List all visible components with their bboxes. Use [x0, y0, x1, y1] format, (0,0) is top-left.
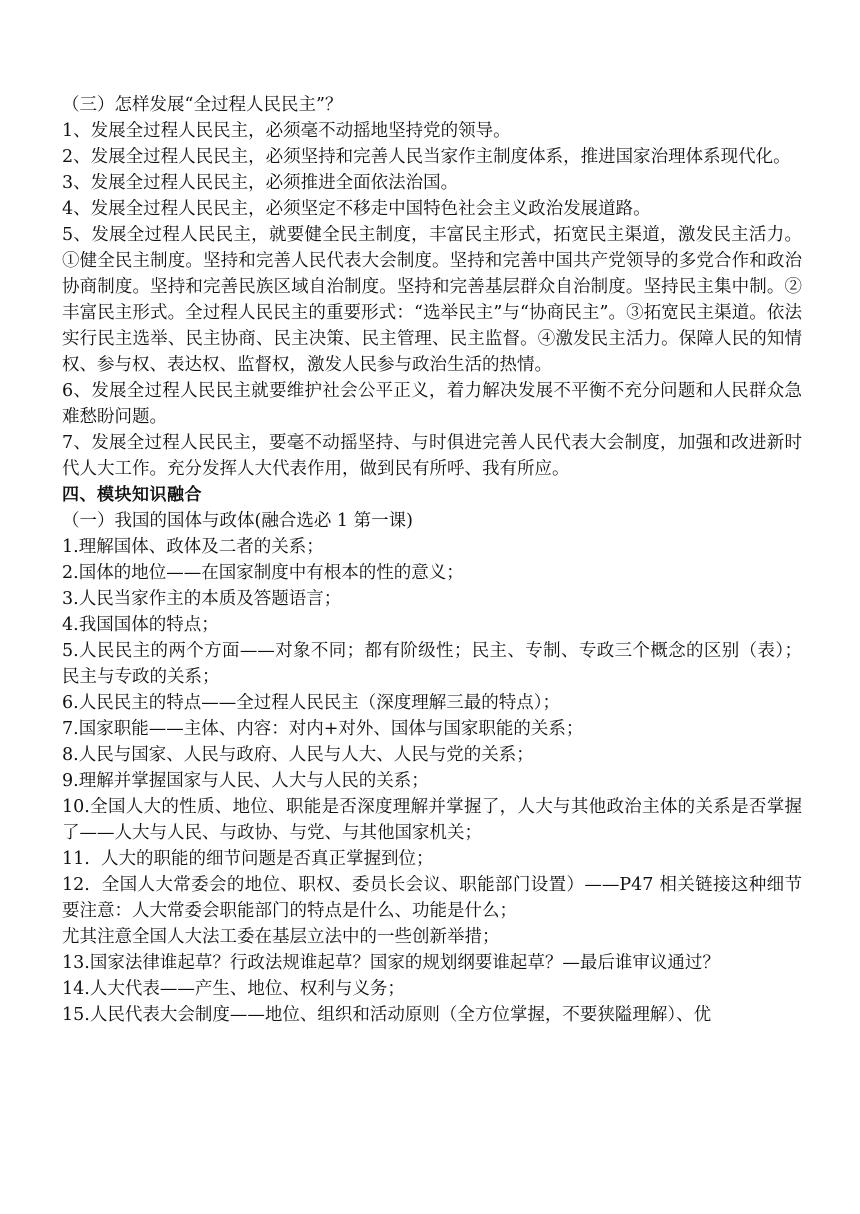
section4-item-11: 11. 人大的职能的细节问题是否真正掌握到位；: [62, 849, 434, 869]
section4-item-15: 15.人民代表大会制度——地位、组织和活动原则（全方位掌握，不要狭隘理解）、优: [62, 1005, 712, 1025]
section4-heading: 四、模块知识融合: [62, 485, 202, 505]
section3-item-7: 7、发展全过程人民民主，要毫不动摇坚持、与时俱进完善人民代表大会制度，加强和改进新时代人大工作。充分发挥人大代表作用，做到民有所呼、我有所应。: [62, 433, 802, 479]
section4-item-4: 4.我国国体的特点；: [62, 615, 219, 635]
section4-item-10: 10.全国人大的性质、地位、职能是否深度理解并掌握了，人大与其他政治主体的关系是否掌握了——人大与人民、与政协、与党、与其他国家机关；: [62, 797, 802, 843]
section4-item-12: 12. 全国人大常委会的地位、职权、委员长会议、职能部门设置）——P47 相关链接这种细节要注意：人大常委会职能部门的特点是什么、功能是什么；: [62, 875, 802, 921]
section4-item-1: 1.理解国体、政体及二者的关系；: [62, 537, 324, 557]
section4-item-8: 8.人民与国家、人民与政府、人民与人大、人民与党的关系；: [62, 745, 534, 765]
section4-subtitle: （一）我国的国体与政体(融合选必 1 第一课): [62, 511, 413, 531]
section3-item-5: 5、发展全过程人民民主，就要健全民主制度，丰富民主形式，拓宽民主渠道，激发民主活力。①健全民主制度。坚持和完善人民代表大会制度。坚持和完善中国共产党领导的多党合作和政治协商制度。坚持和完善民族区域自治制度。坚持和完善基层群众自治制度。坚持民主集中制。②丰富民主形式。全过程人民民主的重要形式：“选举民主”与“协商民主”。③拓宽民主渠道。依法实行民主选举、民主协商、民主决策、民主管理、民主监督。④激发民主活力。保障人民的知情权、参与权、表达权、监督权，激发人民参与政治生活的热情。: [62, 225, 802, 375]
section3-item-6: 6、发展全过程人民民主就要维护社会公平正义，着力解决发展不平衡不充分问题和人民群众急难愁盼问题。: [62, 381, 802, 427]
section4-item-2: 2.国体的地位——在国家制度中有根本的性的意义；: [62, 563, 464, 583]
section4-item-14: 14.人大代表——产生、地位、权利与义务；: [62, 979, 405, 999]
section4-item-13: 13.国家法律谁起草？行政法规谁起草？国家的规划纲要谁起草？—最后谁审议通过？: [62, 953, 720, 973]
section4-item-5: 5.人民民主的两个方面——对象不同；都有阶级性；民主、专制、专政三个概念的区别（表）；民主与专政的关系；: [62, 641, 802, 687]
section3-item-1: 1、发展全过程人民民主，必须毫不动摇地坚持党的领导。: [62, 121, 511, 141]
section4-item-12-note: 尤其注意全国人大法工委在基层立法中的一些创新举措；: [62, 927, 500, 947]
section4-item-9: 9.理解并掌握国家与人民、人大与人民的关系；: [62, 771, 429, 791]
section4-item-7: 7.国家职能——主体、内容：对内+对外、国体与国家职能的关系；: [62, 719, 584, 739]
section3-item-4: 4、发展全过程人民民主，必须坚定不移走中国特色社会主义政治发展道路。: [62, 199, 651, 219]
section3-item-2: 2、发展全过程人民民主，必须坚持和完善人民当家作主制度体系，推进国家治理体系现代化。: [62, 147, 791, 167]
document-body: [62, 92, 802, 1028]
section3-title: （三）怎样发展“全过程人民民主”？: [62, 95, 343, 115]
section3-item-3: 3、发展全过程人民民主，必须推进全面依法治国。: [62, 173, 459, 193]
section4-item-6: 6.人民民主的特点——全过程人民民主（深度理解三最的特点）；: [62, 693, 560, 713]
section4-item-3: 3.人民当家作主的本质及答题语言；: [62, 589, 342, 609]
